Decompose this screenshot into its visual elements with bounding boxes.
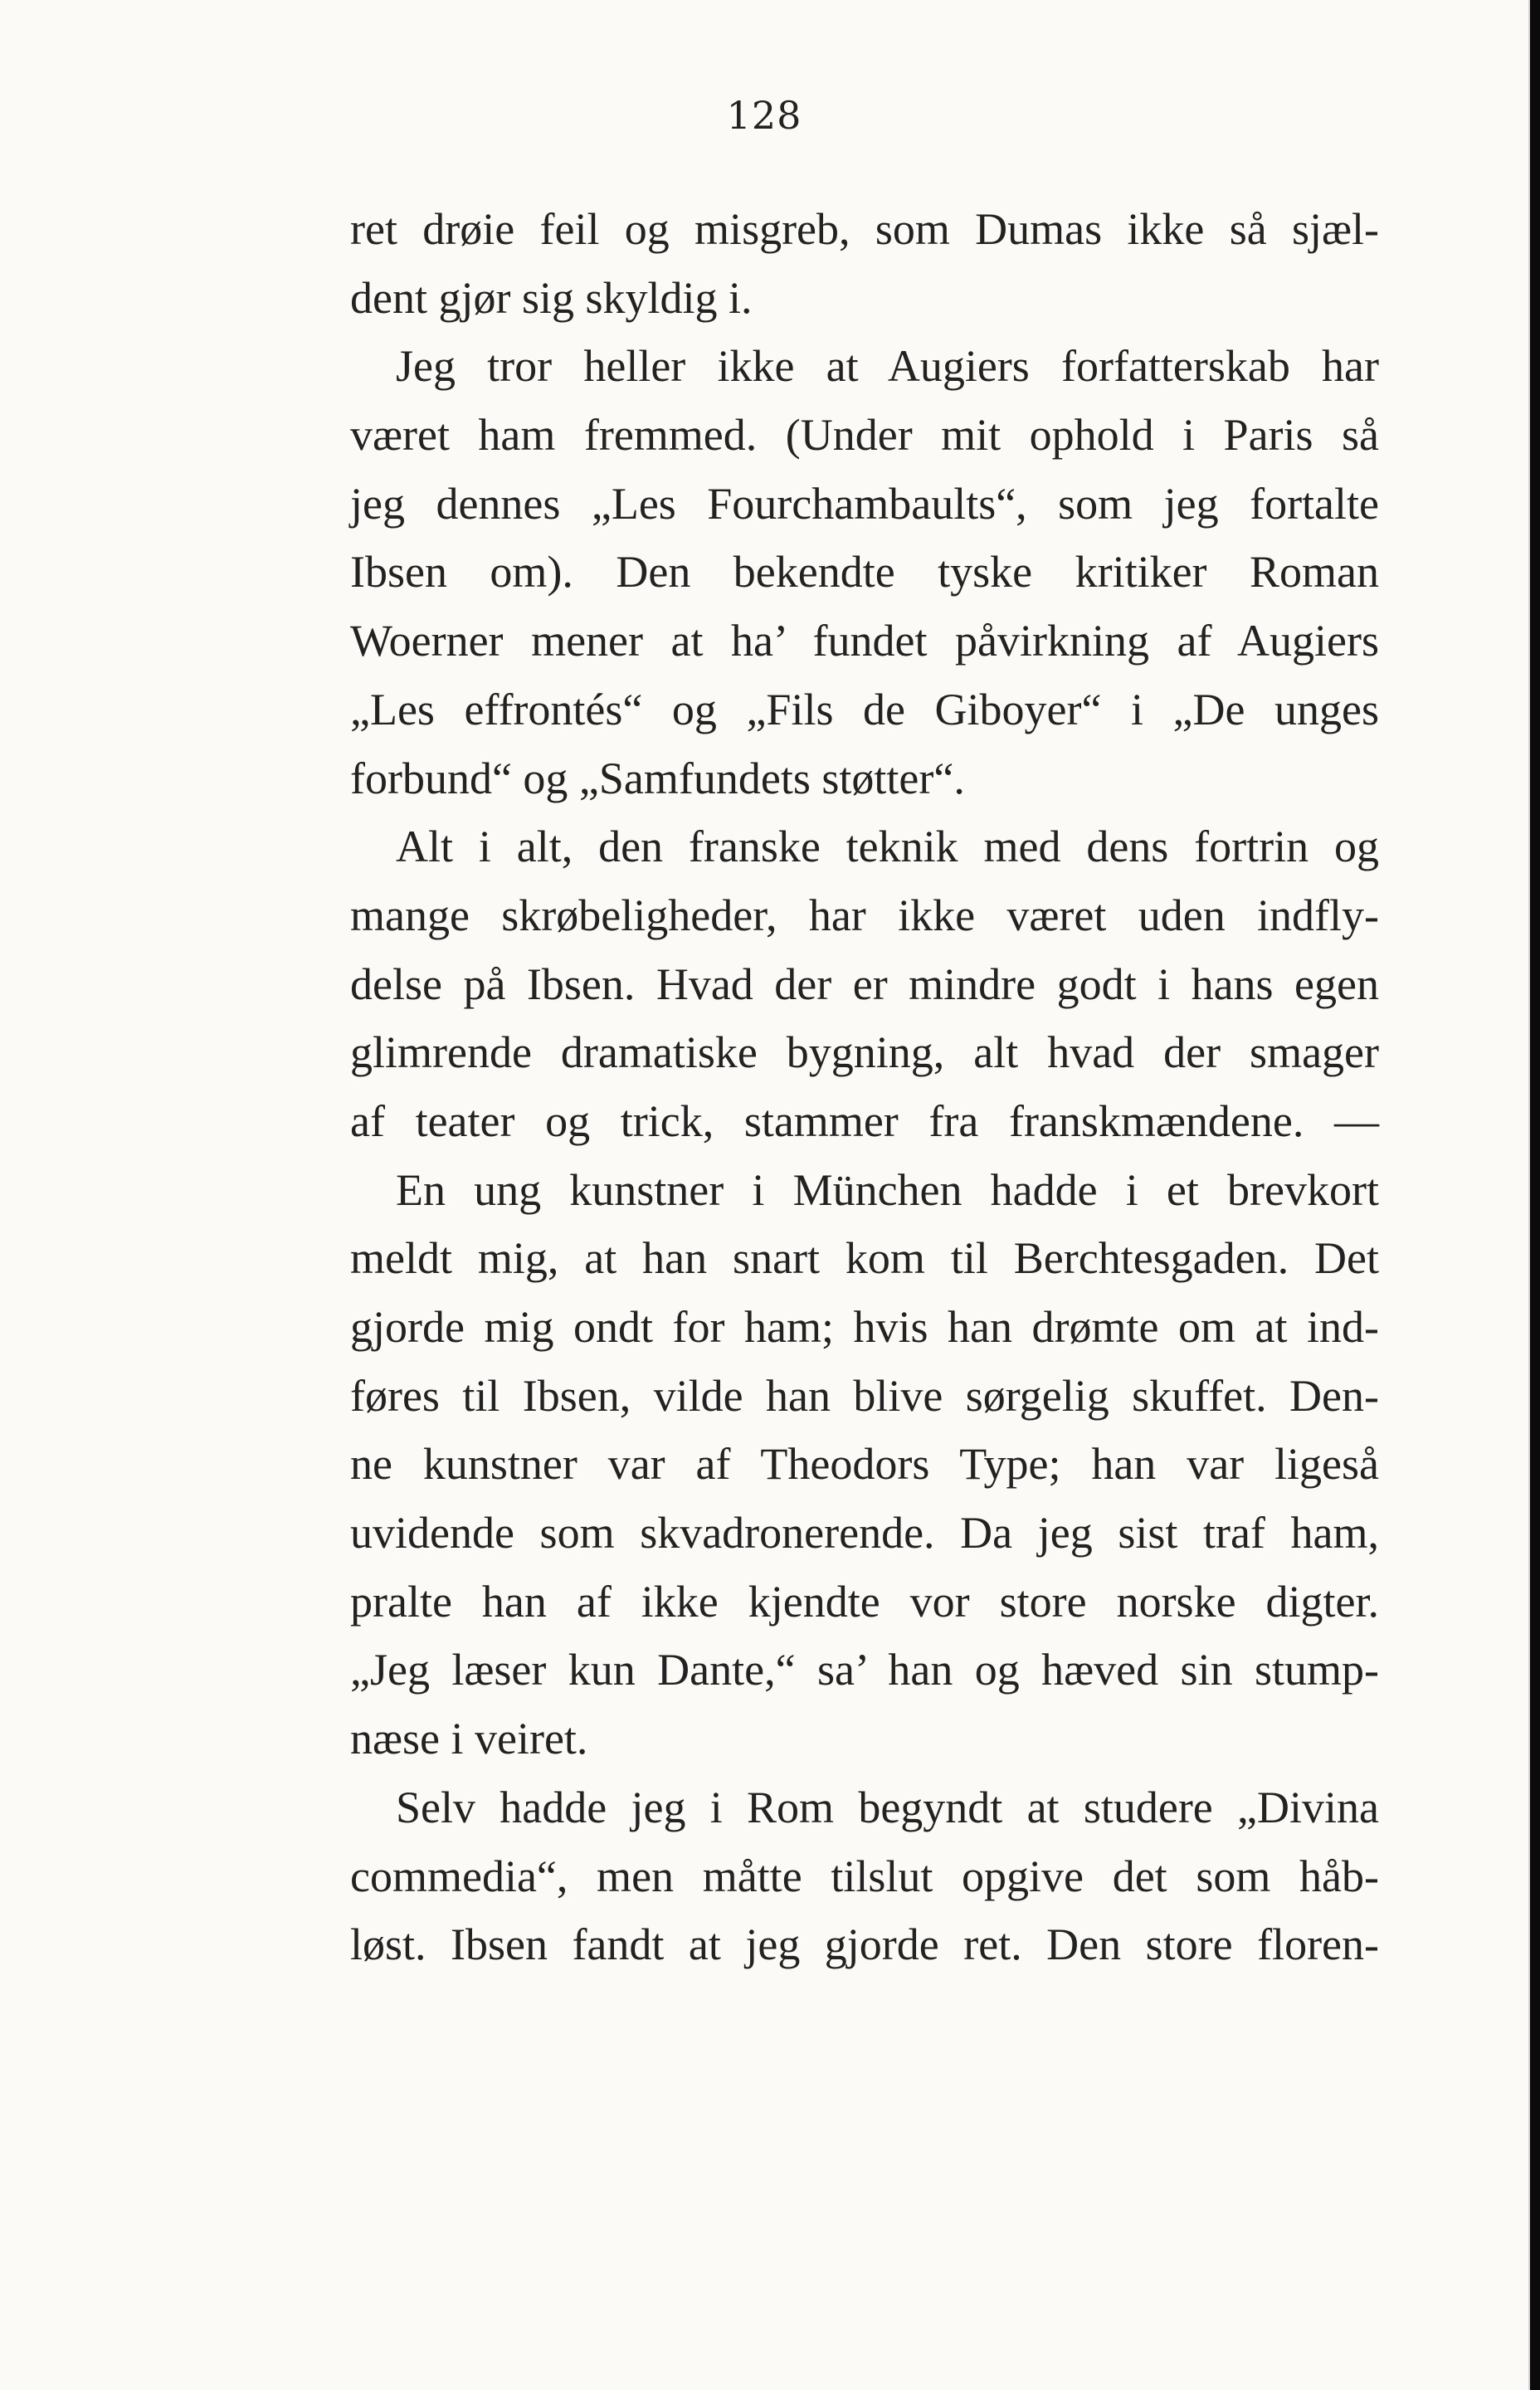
text-line: En ung kunstner i München hadde i et brevkort bbox=[396, 1164, 1379, 1215]
text-line: Alt i alt, den franske teknik med dens fortrin og bbox=[396, 822, 1379, 872]
text-line: føres til Ibsen, vilde han blive sørgelig skuffet. Den- bbox=[350, 1370, 1379, 1421]
text-line: dent gjør sig skyldig i. bbox=[350, 272, 753, 323]
text-line: „Les effrontés“ og „Fils de Giboyer“ i „De unges bbox=[350, 684, 1379, 734]
text-line: delse på Ibsen. Hvad der er mindre godt i hans egen bbox=[350, 958, 1379, 1009]
text-line: ne kunstner var af Theodors Type; han var ligeså bbox=[350, 1439, 1379, 1490]
text-line: Ibsen om). Den bekendte tyske kritiker Roman bbox=[350, 547, 1379, 598]
text-line: af teater og trick, stammer fra franskmændene. — bbox=[350, 1095, 1379, 1146]
text-line: løst. Ibsen fandt at jeg gjorde ret. Den store floren- bbox=[350, 1919, 1379, 1970]
text-line: Woerner mener at ha’ fundet påvirkning af Augiers bbox=[350, 616, 1379, 666]
text-line: Jeg tror heller ikke at Augiers forfatterskab har bbox=[396, 341, 1379, 392]
text-line: „Jeg læser kun Dante,“ sa’ han og hæved sin stump- bbox=[350, 1645, 1379, 1695]
text-line: gjorde mig ondt for ham; hvis han drømte om at ind- bbox=[350, 1302, 1379, 1352]
text-line: næse i veiret. bbox=[350, 1714, 588, 1764]
text-line: Selv hadde jeg i Rom begyndt at studere „Divina bbox=[396, 1782, 1379, 1832]
page-number: 128 bbox=[726, 93, 802, 138]
text-line: jeg dennes „Les Fourchambaults“, som jeg fortalte bbox=[350, 478, 1379, 529]
text-line: meldt mig, at han snart kom til Berchtesgaden. Det bbox=[350, 1233, 1379, 1284]
text-line: været ham fremmed. (Under mit ophold i Paris så bbox=[350, 410, 1379, 461]
text-line: ret drøie feil og misgreb, som Dumas ikke så sjæl- bbox=[350, 204, 1379, 254]
text-line: forbund“ og „Samfundets støtter“. bbox=[350, 753, 965, 803]
text-line: glimrende dramatiske bygning, alt hvad der smager bbox=[350, 1027, 1379, 1078]
body-text bbox=[350, 195, 1379, 1979]
text-line: pralte han af ikke kjendte vor store norske digter. bbox=[350, 1576, 1379, 1627]
text-line: uvidende som skvadronerende. Da jeg sist traf ham, bbox=[350, 1508, 1379, 1558]
text-line: commedia“, men måtte tilslut opgive det som håb- bbox=[350, 1851, 1379, 1901]
text-line: mange skrøbeligheder, har ikke været uden indfly- bbox=[350, 890, 1379, 940]
